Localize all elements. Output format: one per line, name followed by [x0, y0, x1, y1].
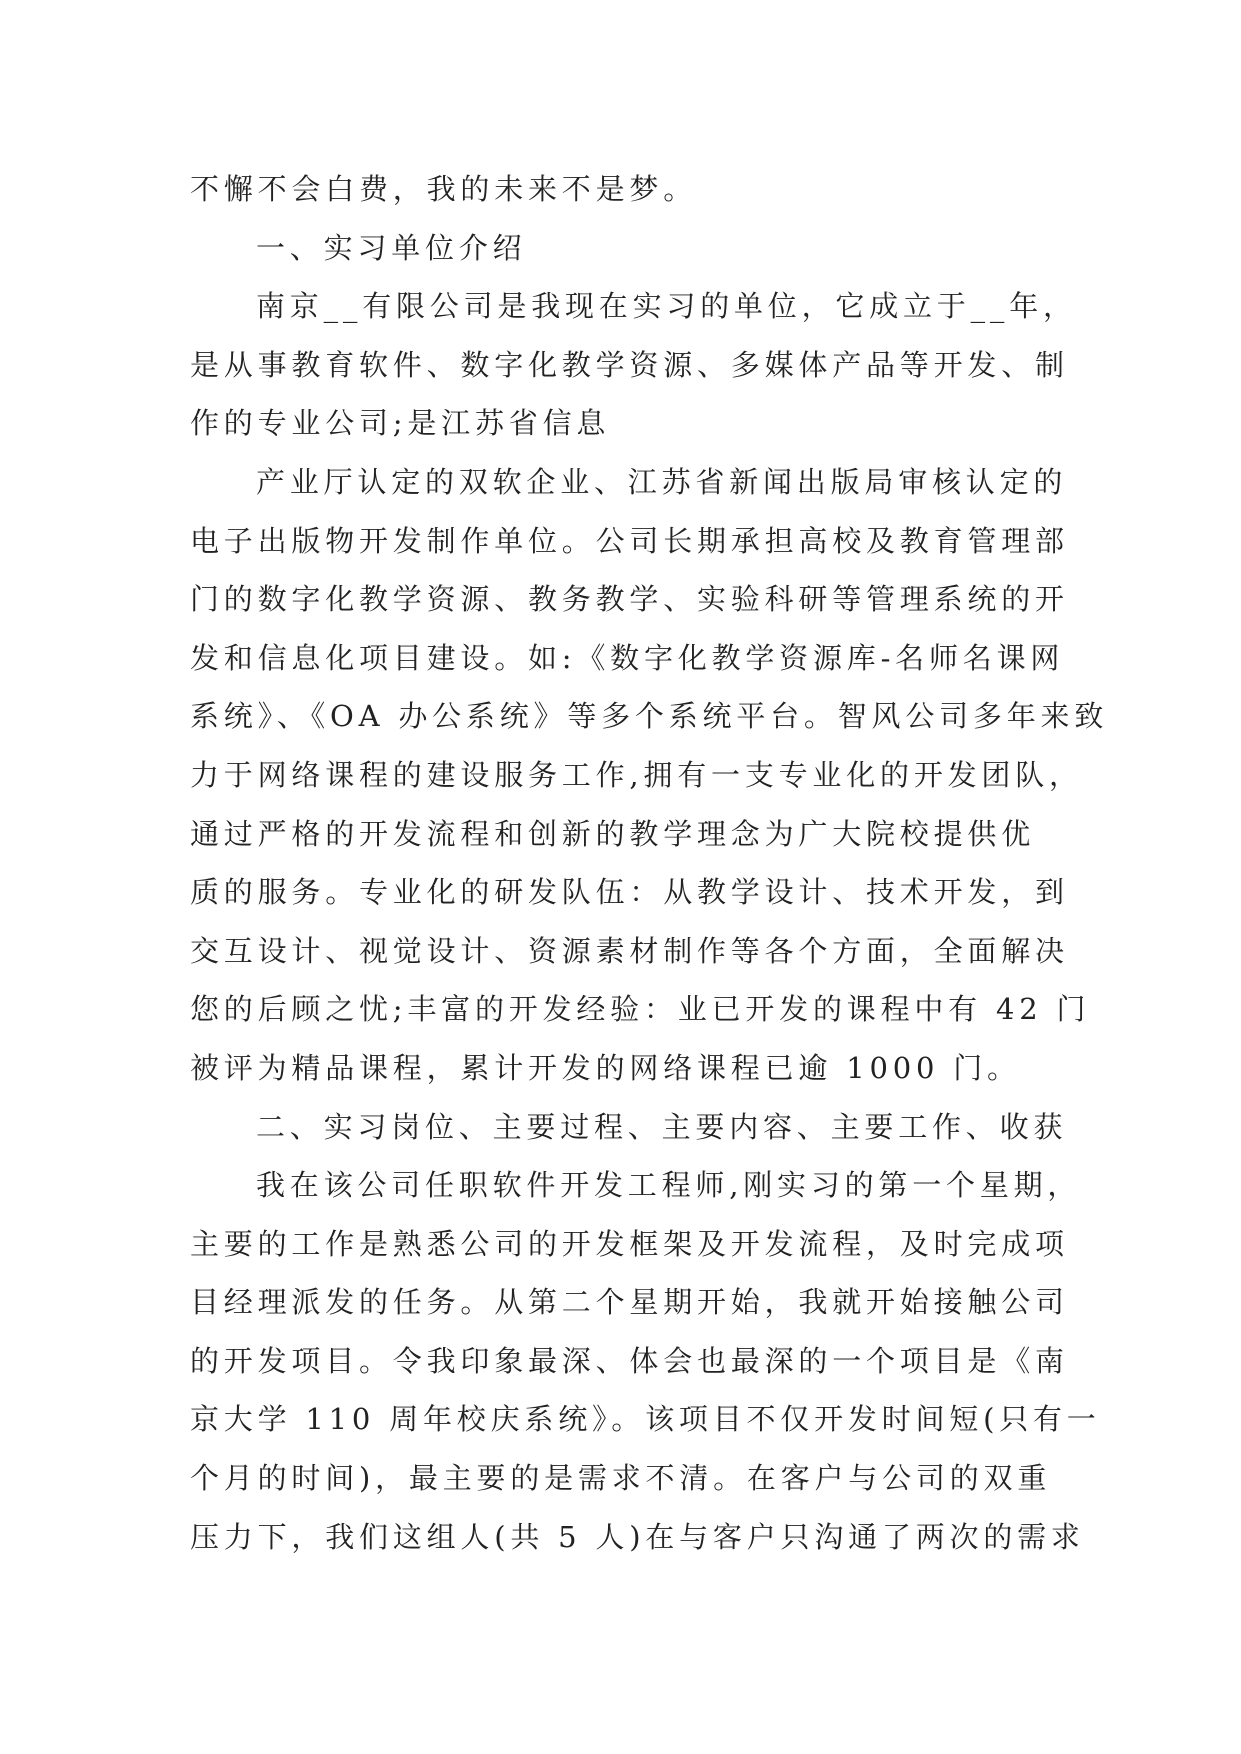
paragraph-line: 目经理派发的任务。从第二个星期开始，我就开始接触公司 [190, 1285, 1069, 1320]
paragraph-line: 门的数字化教学资源、教务教学、实验科研等管理系统的开 [190, 582, 1069, 617]
paragraph-line: 的开发项目。令我印象最深、体会也最深的一个项目是《南 [190, 1343, 1069, 1378]
document-body [190, 160, 1109, 1566]
paragraph-line: 不懈不会白费，我的未来不是梦。 [190, 172, 698, 206]
paragraph-line: 是从事教育软件、数字化教学资源、多媒体产品等开发、制 [190, 347, 1069, 382]
paragraph-line: 力于网络课程的建设服务工作,拥有一支专业化的开发团队， [190, 757, 1083, 792]
paragraph-line: 作的专业公司;是江苏省信息 [190, 406, 611, 441]
paragraph-line: 京大学 110 周年校庆系统》。该项目不仅开发时间短(只有一 [190, 1402, 1101, 1437]
paragraph-line: 电子出版物开发制作单位。公司长期承担高校及教育管理部 [190, 523, 1069, 558]
paragraph-line: 南京__有限公司是我现在实习的单位，它成立于__年， [256, 289, 1077, 324]
paragraph-line: 发和信息化项目建设。如:《数字化教学资源库-名师名课网 [190, 640, 1065, 675]
paragraph-line: 个月的时间)，最主要的是需求不清。在客户与公司的双重 [190, 1461, 1052, 1496]
paragraph-line: 压力下，我们这组人(共 5 人)在与客户只沟通了两次的需求 [190, 1519, 1085, 1554]
paragraph-line: 交互设计、视觉设计、资源素材制作等各个方面，全面解决 [190, 933, 1069, 968]
paragraph-line: 被评为精品课程，累计开发的网络课程已逾 1000 门。 [190, 1050, 1021, 1085]
paragraph-line: 我在该公司任职软件开发工程师,刚实习的第一个星期， [256, 1168, 1082, 1203]
paragraph-line: 产业厅认定的双软企业、江苏省新闻出版局审核认定的 [256, 464, 1068, 499]
paragraph-line: 通过严格的开发流程和创新的教学理念为广大院校提供优 [190, 816, 1036, 851]
paragraph-line: 二、实习岗位、主要过程、主要内容、主要工作、收获 [256, 1109, 1068, 1144]
paragraph-line: 主要的工作是熟悉公司的开发框架及开发流程，及时完成项 [190, 1226, 1069, 1261]
paragraph-line: 质的服务。专业化的研发队伍：从教学设计、技术开发，到 [190, 875, 1069, 910]
paragraph-line: 一、实习单位介绍 [256, 230, 527, 265]
paragraph-line: 系统》、《OA 办公系统》等多个系统平台。智风公司多年来致 [190, 699, 1109, 734]
paragraph-line: 您的后顾之忧;丰富的开发经验：业已开发的课程中有 42 门 [190, 992, 1091, 1027]
